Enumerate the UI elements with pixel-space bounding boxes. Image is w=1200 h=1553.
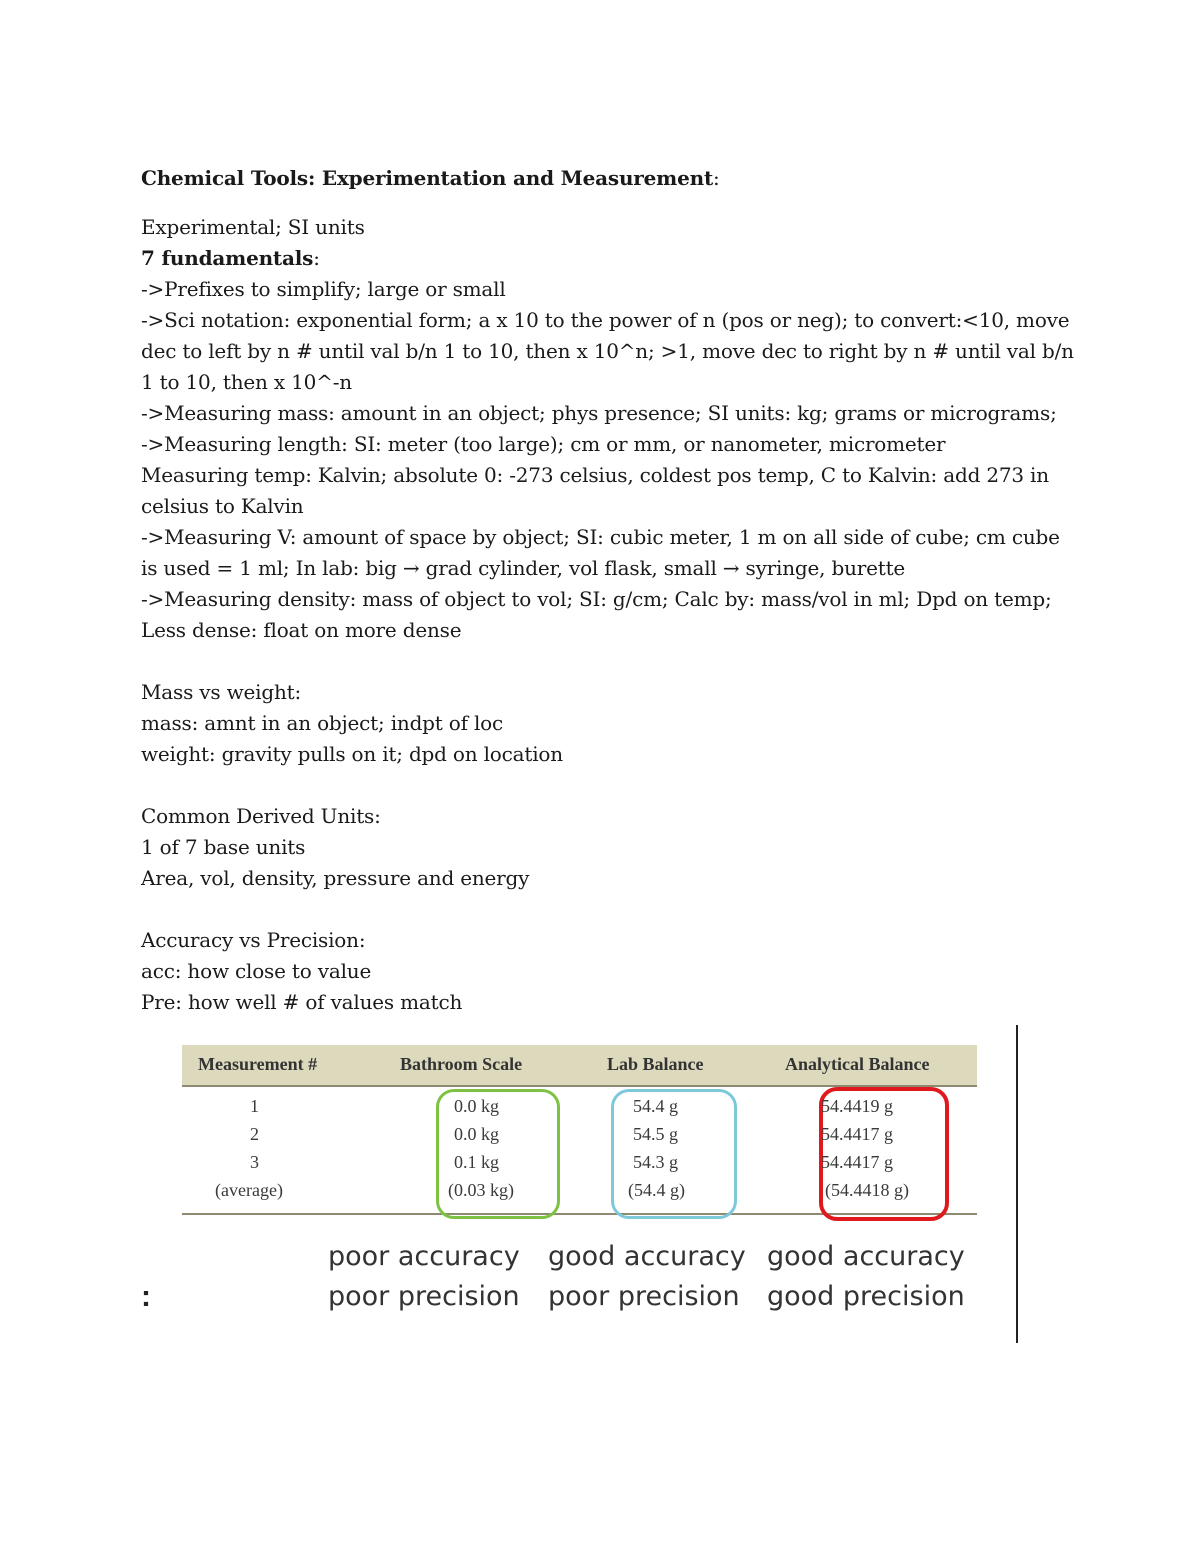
fundamentals-heading [141, 243, 1081, 274]
column-header-bathroom-scale: Bathroom Scale [400, 1054, 523, 1074]
table-cell: 0.0 kg [454, 1096, 499, 1116]
derived-units-line-1: 1 of 7 base units [141, 835, 306, 859]
table-cell: (average) [215, 1180, 283, 1200]
table-cell: 3 [250, 1152, 259, 1172]
volume-line: ->Measuring V: amount of space by object; SI: cubic meter, 1 m on all side of cube; cm cube is used = 1 ml; In lab: big → grad cylinder, vol flask, small → syringe, burette [141, 525, 1060, 580]
column-header-analytical-balance: Analytical Balance [785, 1054, 930, 1074]
document-body [141, 163, 1081, 1018]
table-cell: 54.5 g [633, 1124, 678, 1144]
figure-edge-line [1016, 1025, 1018, 1343]
temp-line: Measuring temp: Kalvin; absolute 0: -273 celsius, coldest pos temp, C to Kalvin: add 273 in celsius to Kalvin [141, 463, 1049, 518]
verdict-lab-balance [548, 1237, 746, 1317]
title-colon: : [713, 166, 720, 190]
density-line: ->Measuring density: mass of object to vol; SI: g/cm; Calc by: mass/vol in ml; Dpd on temp; Less dense: float on more dense [141, 587, 1052, 642]
verdict-precision: poor precision [548, 1281, 740, 1312]
table-cell: 54.4417 g [821, 1152, 893, 1172]
verdict-precision: good precision [767, 1281, 965, 1312]
table-cell: 54.4417 g [821, 1124, 893, 1144]
accuracy-precision-figure [141, 1025, 1021, 1345]
weight-definition: weight: gravity pulls on it; dpd on location [141, 742, 563, 766]
length-line: ->Measuring length: SI: meter (too large); cm or mm, or nanometer, micrometer [141, 432, 946, 456]
accuracy-definition: acc: how close to value [141, 959, 372, 983]
derived-units-heading: Common Derived Units: [141, 804, 381, 828]
table-cell: 54.3 g [633, 1152, 678, 1172]
precision-definition: Pre: how well # of values match [141, 990, 463, 1014]
table-cell: 0.0 kg [454, 1124, 499, 1144]
column-header-measurement: Measurement # [198, 1054, 318, 1074]
table-cell: 1 [250, 1096, 259, 1116]
accuracy-precision-heading: Accuracy vs Precision: [141, 928, 366, 952]
verdict-accuracy: good accuracy [548, 1241, 746, 1272]
derived-units-line-2: Area, vol, density, pressure and energy [141, 866, 530, 890]
page-title [141, 163, 1081, 194]
table-cell: 54.4419 g [821, 1096, 893, 1116]
fundamentals-label: 7 fundamentals [141, 246, 314, 270]
verdict-analytical-balance [767, 1237, 965, 1317]
verdict-accuracy: poor accuracy [328, 1241, 520, 1272]
table-header [182, 1045, 977, 1085]
table-cell: (54.4418 g) [825, 1180, 909, 1200]
prefixes-line: ->Prefixes to simplify; large or small [141, 277, 506, 301]
verdict-accuracy: good accuracy [767, 1241, 965, 1272]
experimental-line: Experimental; SI units [141, 215, 365, 239]
verdict-bathroom-scale [328, 1237, 520, 1317]
title-text: Chemical Tools: Experimentation and Measurement [141, 166, 714, 190]
table-cell: 54.4 g [633, 1096, 678, 1116]
mass-line: ->Measuring mass: amount in an object; phys presence; SI units: kg; grams or micrograms; [141, 401, 1057, 425]
fundamentals-colon: : [313, 246, 320, 270]
table-cell: 2 [250, 1124, 259, 1144]
mass-definition: mass: amnt in an object; indpt of loc [141, 711, 504, 735]
figure-colon: : [141, 1280, 151, 1313]
table-cell: (0.03 kg) [448, 1180, 514, 1200]
verdict-precision: poor precision [328, 1281, 520, 1312]
mass-weight-heading: Mass vs weight: [141, 680, 302, 704]
sci-notation-line: ->Sci notation: exponential form; a x 10 to the power of n (pos or neg); to convert:<10, move dec to left by n # until val b/n 1 to 10, then x 10^n; >1, move dec to right by n # until val b/n 1 to 10, then x 10^-n [141, 308, 1074, 394]
column-header-lab-balance: Lab Balance [607, 1054, 704, 1074]
table-cell: (54.4 g) [628, 1180, 685, 1200]
table-cell: 0.1 kg [454, 1152, 499, 1172]
